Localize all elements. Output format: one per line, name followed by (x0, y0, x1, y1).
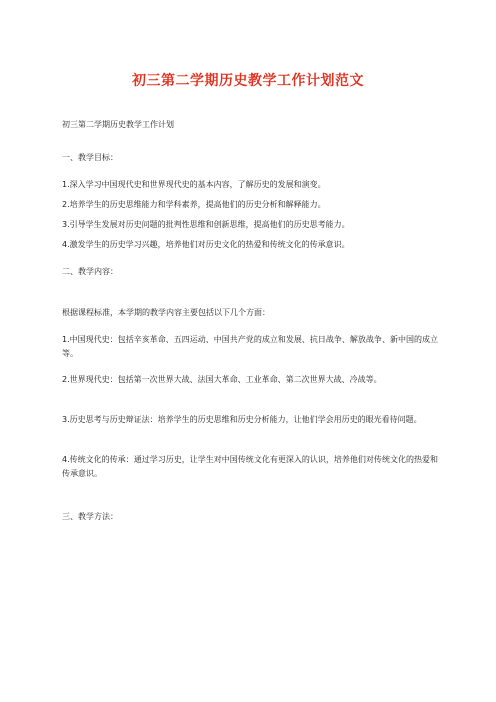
section-heading-methods: 三、教学方法： (62, 512, 118, 521)
goal-item-3: 3.引导学生发展对历史问题的批判性思维和创新思维，提高他们的历史思考能力。 (62, 220, 350, 229)
section-heading-goals: 一、教学目标： (62, 153, 118, 162)
goal-item-1: 1.深入学习中国现代史和世界现代史的基本内容，了解历史的发展和演变。 (62, 180, 326, 189)
content-item-4: 4.传统文化的传承：通过学习历史，让学生对中国传统文化有更深入的认识，培养他们对传统文化的热爱和传承意识。 (62, 455, 438, 478)
document-subtitle: 初三第二学期历史教学工作计划 (62, 120, 174, 129)
content-item-1: 1.中国现代史：包括辛亥革命、五四运动、中国共产党的成立和发展、抗日战争、解放战争、新中国的成立等。 (62, 335, 438, 358)
section-heading-content: 二、教学内容： (62, 267, 118, 276)
content-intro: 根据课程标准，本学期的教学内容主要包括以下几个方面： (62, 308, 270, 317)
content-item-2: 2.世界现代史：包括第一次世界大战、法国大革命、工业革命、第二次世界大战、冷战等。 (62, 375, 382, 384)
document-title: 初三第二学期历史教学工作计划范文 (132, 73, 364, 89)
content-item-3: 3.历史思考与历史辩证法：培养学生的历史思维和历史分析能力，让他们学会用历史的眼光看待问题。 (62, 415, 422, 424)
goal-item-2: 2.培养学生的历史思维能力和学科素养，提高他们的历史分析和解释能力。 (62, 200, 326, 209)
goal-item-4: 4.激发学生的历史学习兴趣，培养他们对历史文化的热爱和传统文化的传承意识。 (62, 240, 350, 249)
